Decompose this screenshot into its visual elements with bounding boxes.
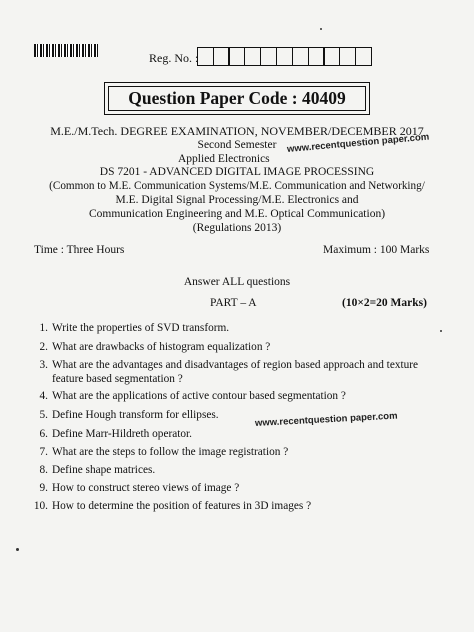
question-number: 3. — [39, 359, 48, 371]
branch: Applied Electronics — [178, 153, 270, 165]
scan-speck — [16, 548, 19, 551]
reg-no-box — [308, 47, 325, 66]
question-text: How to construct stereo views of image ? — [52, 482, 240, 494]
time-label: Time : Three Hours — [34, 244, 125, 256]
scan-speck — [320, 28, 322, 30]
question-text: What are the steps to follow the image registration ? — [52, 446, 289, 458]
question-text: Define Marr-Hildreth operator. — [52, 428, 192, 440]
question-text: What are the advantages and disadvantages of region based approach and texture — [52, 359, 419, 371]
course-title: DS 7201 - ADVANCED DIGITAL IMAGE PROCESSING — [99, 166, 375, 178]
question-text: Define Hough transform for ellipses. — [52, 409, 219, 421]
question-number: 2. — [39, 341, 48, 353]
question-number: 6. — [39, 428, 48, 440]
question-text: Define shape matrices. — [52, 464, 156, 476]
reg-no-box — [244, 47, 261, 66]
reg-no-box — [276, 47, 293, 66]
reg-no-box — [355, 47, 372, 66]
question-number: 1. — [39, 322, 48, 334]
reg-no-label: Reg. No. : — [149, 51, 199, 65]
reg-no-box — [260, 47, 277, 66]
question-number: 9. — [39, 482, 48, 494]
question-number: 8. — [39, 464, 48, 476]
reg-no-box — [228, 47, 245, 66]
part-heading: PART – A — [210, 297, 257, 309]
paper-code: Question Paper Code : 40409 — [108, 86, 366, 111]
watermark-middle: www.recentquestion paper.com — [254, 410, 398, 429]
reg-no-box — [323, 47, 340, 66]
scan-speck — [440, 330, 442, 332]
reg-no-box — [339, 47, 356, 66]
paper-code-box — [104, 82, 370, 115]
question-text: What are drawbacks of histogram equalization ? — [52, 341, 271, 353]
barcode — [34, 44, 98, 57]
semester: Second Semester — [197, 139, 277, 151]
question-text: feature based segmentation ? — [52, 373, 183, 385]
reg-no-box — [197, 47, 214, 66]
reg-no-box — [213, 47, 230, 66]
question-text: Write the properties of SVD transform. — [52, 322, 230, 334]
common-line-1: (Common to M.E. Communication Systems/M.E. Communication and Networking/ — [49, 180, 425, 192]
part-marks: (10×2=20 Marks) — [342, 297, 427, 309]
reg-no-box — [292, 47, 309, 66]
max-marks: Maximum : 100 Marks — [323, 244, 430, 256]
common-line-2: M.E. Digital Signal Processing/M.E. Electronics and — [115, 194, 359, 206]
question-text: How to determine the position of features in 3D images ? — [52, 500, 312, 512]
question-text: What are the applications of active contour based segmentation ? — [52, 390, 346, 402]
reg-no-boxes — [198, 47, 372, 66]
watermark-top: www.recentquestion paper.com — [286, 131, 430, 155]
instruction: Answer ALL questions — [183, 276, 291, 288]
question-number: 7. — [39, 446, 48, 458]
question-number: 4. — [39, 390, 48, 402]
common-line-3: Communication Engineering and M.E. Optical Communication) — [88, 208, 386, 220]
question-number: 10. — [33, 500, 48, 512]
degree-line: M.E./M.Tech. DEGREE EXAMINATION, NOVEMBER/DECEMBER 2017 — [50, 124, 424, 138]
regulations: (Regulations 2013) — [192, 222, 282, 234]
question-number: 5. — [39, 409, 48, 421]
